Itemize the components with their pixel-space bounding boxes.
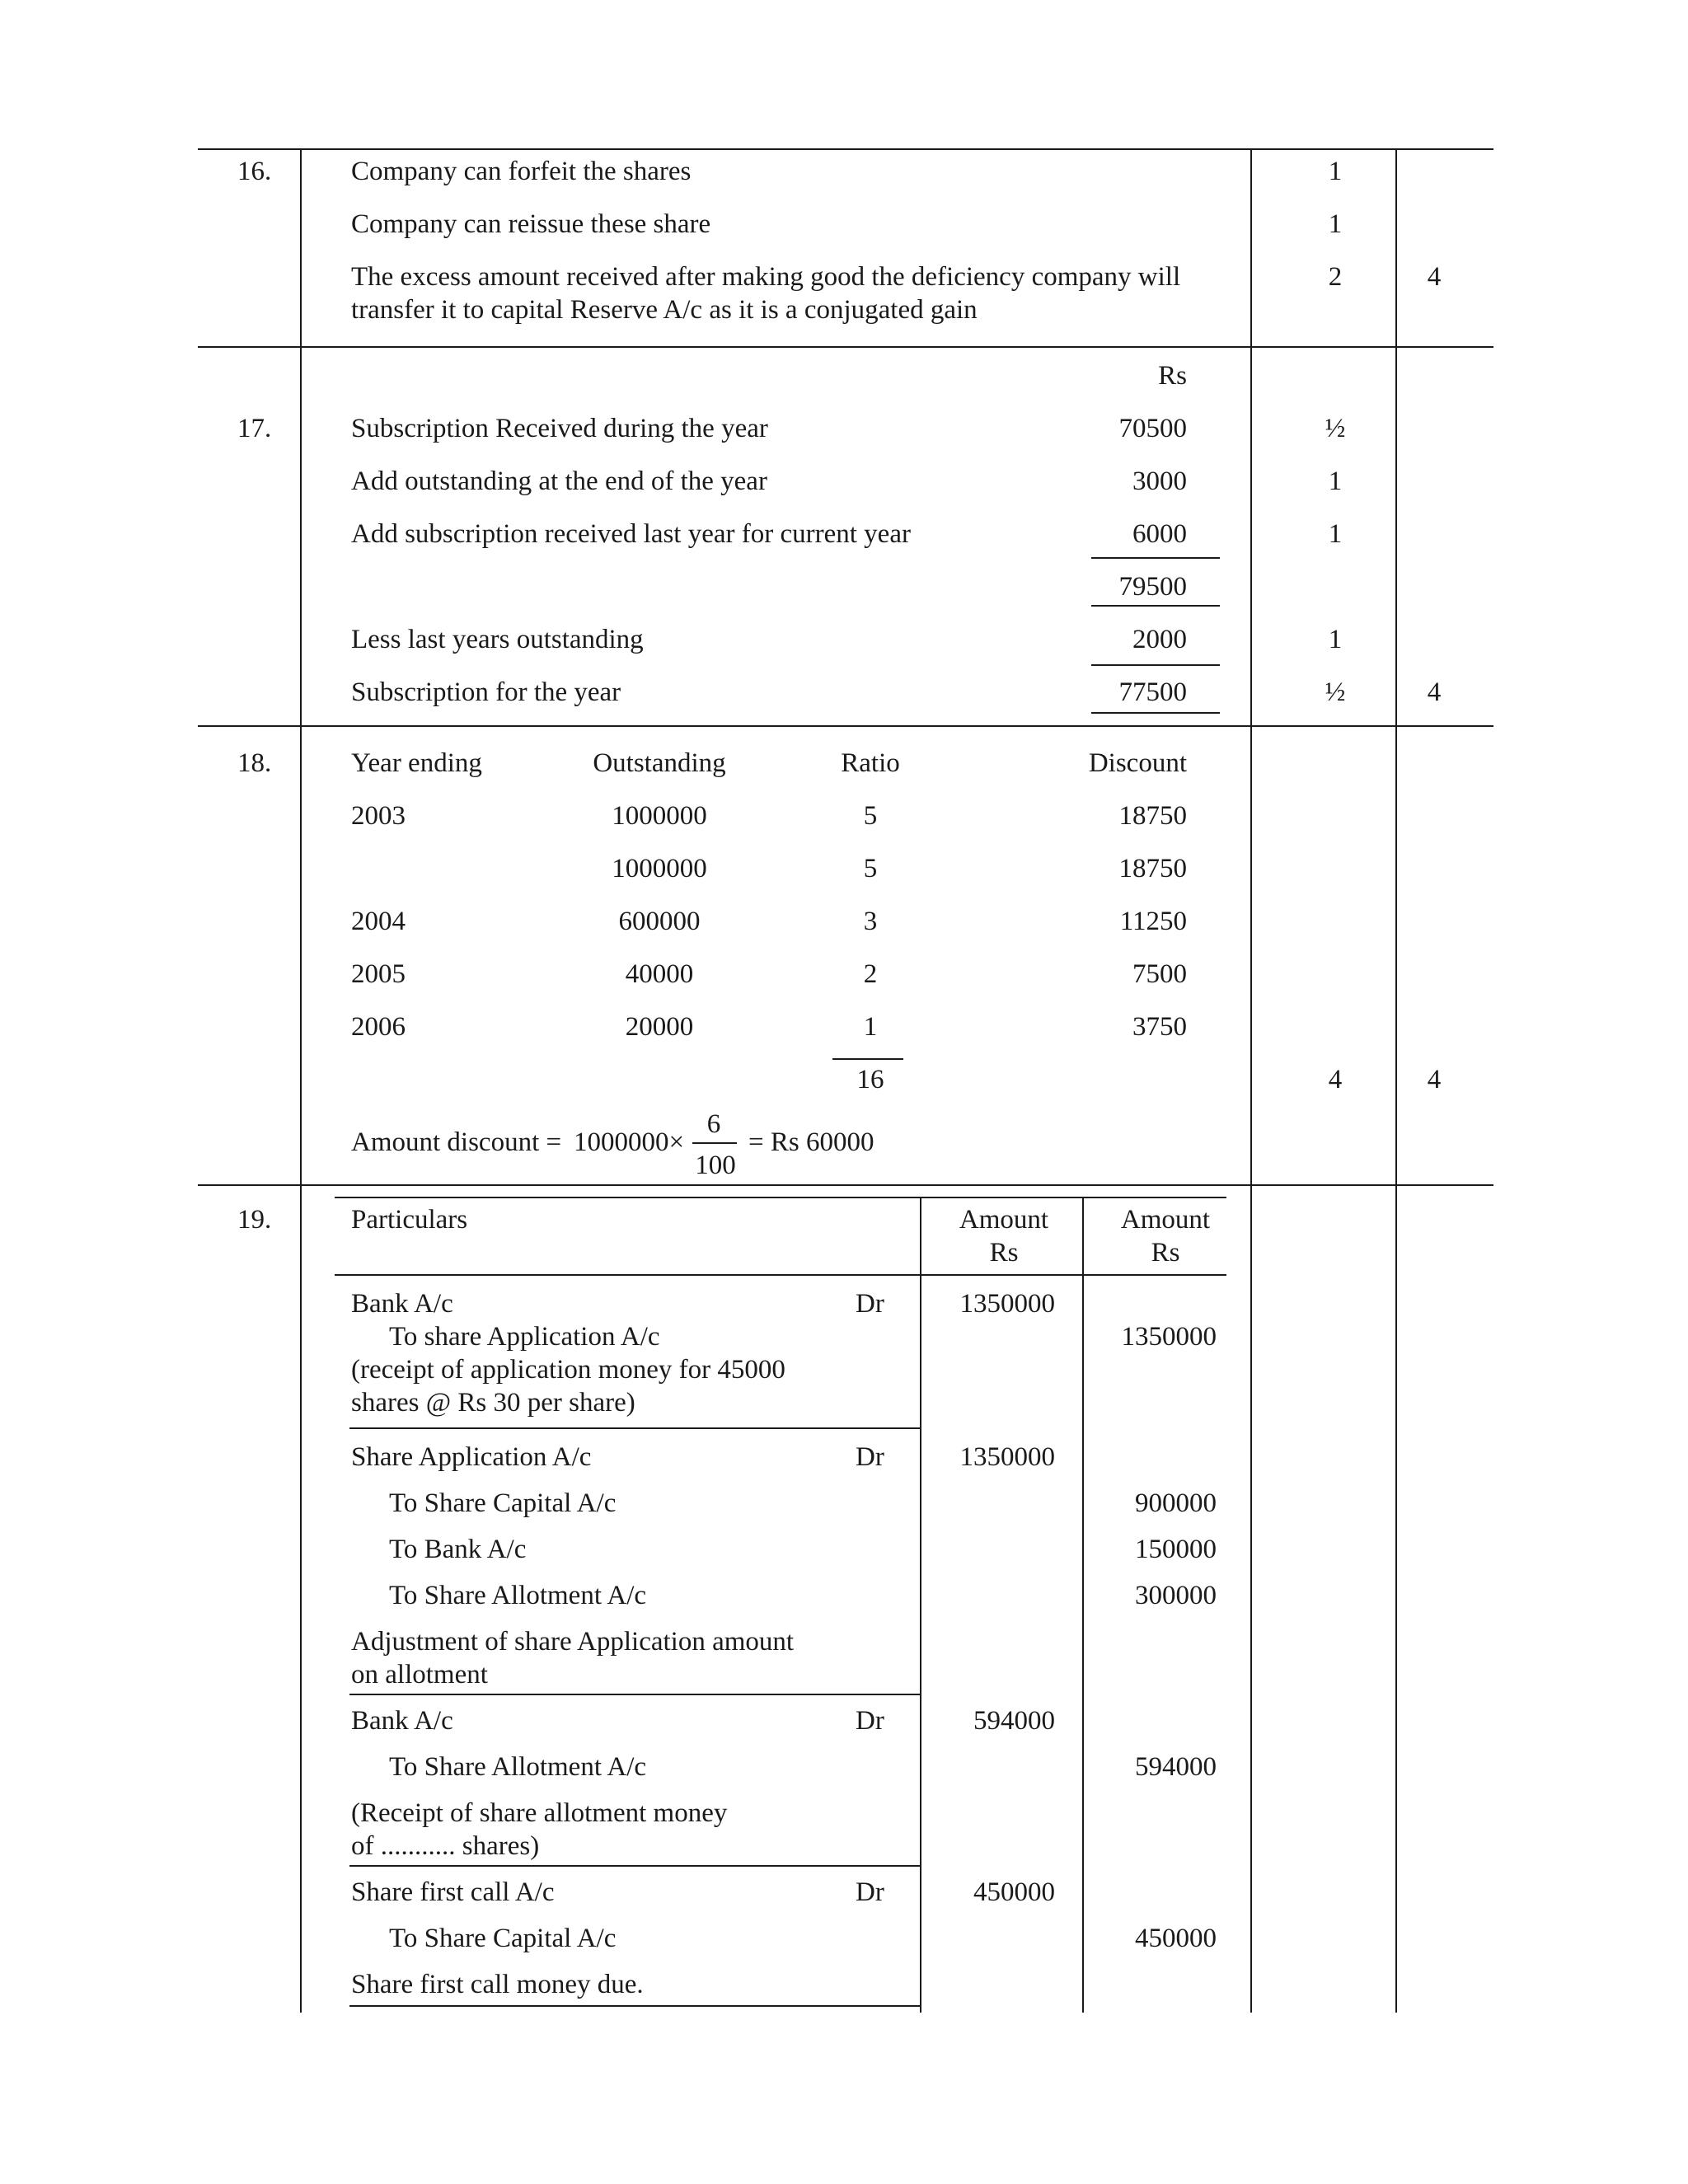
column-header: Discount: [1088, 748, 1187, 778]
currency-header: Rs: [1151, 1238, 1180, 1268]
ratio-cell: 3: [863, 907, 878, 936]
debit-amount: 450000: [973, 1877, 1055, 1907]
sum-rule: [1091, 664, 1220, 666]
column-header: Outstanding: [593, 748, 726, 778]
mark: ½: [1325, 677, 1346, 707]
row-amount: 70500: [1118, 414, 1187, 443]
formula-prefix: Amount discount =: [351, 1127, 562, 1157]
credit-amount: 300000: [1135, 1581, 1217, 1610]
row-amount: 6000: [1132, 519, 1187, 549]
credit-account: To share Application A/c: [389, 1322, 660, 1352]
ratio-cell: 5: [863, 854, 878, 883]
credit-amount: 1350000: [1121, 1322, 1217, 1352]
credit-account: To Share Allotment A/c: [389, 1581, 647, 1610]
credit-account: To Share Capital A/c: [389, 1488, 617, 1518]
rule-17-18: [198, 725, 1493, 727]
mark: 1: [1328, 466, 1343, 496]
col-divider-number: [300, 148, 302, 2013]
question-number: 16.: [237, 157, 272, 186]
credit-amount: 150000: [1135, 1535, 1217, 1564]
row-label: Subscription Received during the year: [351, 414, 768, 443]
debit-amount: 1350000: [959, 1442, 1055, 1472]
credit-account: To Share Allotment A/c: [389, 1752, 647, 1782]
narration: (receipt of application money for 45000: [351, 1355, 785, 1385]
total-mark: 4: [1427, 1065, 1442, 1094]
debit-account: Share first call A/c: [351, 1877, 555, 1907]
total-mark: 4: [1427, 262, 1442, 292]
fraction-denominator: 100: [695, 1151, 736, 1180]
entry-rule: [349, 1694, 921, 1695]
formula-base: 1000000×: [574, 1127, 685, 1157]
dr-label: Dr: [856, 1289, 884, 1319]
year-cell: 2005: [351, 959, 406, 989]
sum-rule: [1091, 712, 1220, 714]
mark: 1: [1328, 519, 1343, 549]
mark: 1: [1328, 625, 1343, 654]
ratio-cell: 5: [863, 801, 878, 831]
answer-line: Company can forfeit the shares: [351, 157, 692, 186]
row-amount: 2000: [1132, 625, 1187, 654]
credit-amount: 450000: [1135, 1924, 1217, 1953]
total-mark: 4: [1427, 677, 1442, 707]
col-divider-total: [1395, 148, 1397, 2013]
credit-amount: 900000: [1135, 1488, 1217, 1518]
column-header: Year ending: [351, 748, 482, 778]
row-label: Subscription for the year: [351, 677, 621, 707]
formula-result: = Rs 60000: [748, 1127, 874, 1157]
question-number: 18.: [237, 748, 272, 778]
outstanding-cell: 1000000: [612, 854, 707, 883]
debit-account: Share Application A/c: [351, 1442, 592, 1472]
currency-header: Rs: [989, 1238, 1019, 1268]
answer-line: transfer it to capital Reserve A/c as it is a conjugated gain: [351, 295, 978, 325]
ratio-cell: 2: [863, 959, 878, 989]
ratio-total: 16: [856, 1065, 884, 1094]
discount-cell: 18750: [1118, 854, 1187, 883]
debit-account: Bank A/c: [351, 1706, 453, 1736]
ratio-cell: 1: [863, 1012, 878, 1042]
rule-top: [198, 148, 1493, 150]
mark: 2: [1328, 262, 1343, 292]
narration: (Receipt of share allotment money: [351, 1798, 728, 1828]
discount-cell: 18750: [1118, 801, 1187, 831]
dr-label: Dr: [856, 1706, 884, 1736]
rule-18-19: [198, 1184, 1493, 1186]
debit-account: Bank A/c: [351, 1289, 453, 1319]
entry-rule: [349, 2005, 921, 2007]
narration: Adjustment of share Application amount: [351, 1627, 795, 1657]
column-header: Ratio: [841, 748, 900, 778]
row-amount: 77500: [1118, 677, 1187, 707]
dr-label: Dr: [856, 1877, 884, 1907]
debit-amount: 594000: [973, 1706, 1055, 1736]
outstanding-cell: 600000: [618, 907, 701, 936]
fraction-bar: [692, 1142, 737, 1144]
entry-rule: [349, 1427, 921, 1429]
narration: shares @ Rs 30 per share): [351, 1388, 635, 1418]
outstanding-cell: 1000000: [612, 801, 707, 831]
credit-account: To Share Capital A/c: [389, 1924, 617, 1953]
row-label: Less last years outstanding: [351, 625, 644, 654]
row-amount: 79500: [1118, 572, 1187, 602]
question-number: 17.: [237, 414, 272, 443]
rule-16-17: [198, 346, 1493, 348]
journal-top-rule: [335, 1197, 1226, 1198]
outstanding-cell: 40000: [625, 959, 694, 989]
amount-header: Amount: [959, 1205, 1049, 1235]
row-label: Add outstanding at the end of the year: [351, 466, 767, 496]
row-amount: 3000: [1132, 466, 1187, 496]
journal-header-rule: [335, 1274, 1226, 1276]
currency-header: Rs: [1158, 361, 1187, 391]
outstanding-cell: 20000: [625, 1012, 694, 1042]
discount-cell: 7500: [1132, 959, 1187, 989]
dr-label: Dr: [856, 1442, 884, 1472]
narration: of ........... shares): [351, 1831, 540, 1861]
journal-col-amount1: [920, 1197, 921, 2013]
debit-amount: 1350000: [959, 1289, 1055, 1319]
sum-rule: [1091, 557, 1220, 559]
col-divider-marks: [1250, 148, 1252, 2013]
mark: 1: [1328, 209, 1343, 239]
year-cell: 2006: [351, 1012, 406, 1042]
sum-rule: [1091, 605, 1220, 607]
ratio-sum-rule: [832, 1058, 903, 1060]
year-cell: 2004: [351, 907, 406, 936]
discount-cell: 3750: [1132, 1012, 1187, 1042]
credit-amount: 594000: [1135, 1752, 1217, 1782]
year-cell: 2003: [351, 801, 406, 831]
narration: Share first call money due.: [351, 1970, 644, 1999]
amount-header: Amount: [1120, 1205, 1211, 1235]
discount-cell: 11250: [1119, 907, 1187, 936]
journal-col-amount2: [1082, 1197, 1084, 2013]
row-label: Add subscription received last year for current year: [351, 519, 911, 549]
answer-line: The excess amount received after making good the deficiency company will: [351, 262, 1181, 292]
answer-line: Company can reissue these share: [351, 209, 711, 239]
narration: on allotment: [351, 1660, 488, 1690]
mark: ½: [1325, 414, 1346, 443]
fraction-numerator: 6: [706, 1109, 721, 1139]
question-number: 19.: [237, 1205, 272, 1235]
particulars-header: Particulars: [351, 1205, 468, 1235]
credit-account: To Bank A/c: [389, 1535, 527, 1564]
mark: 1: [1328, 157, 1343, 186]
entry-rule: [349, 1865, 921, 1867]
mark: 4: [1328, 1065, 1343, 1094]
